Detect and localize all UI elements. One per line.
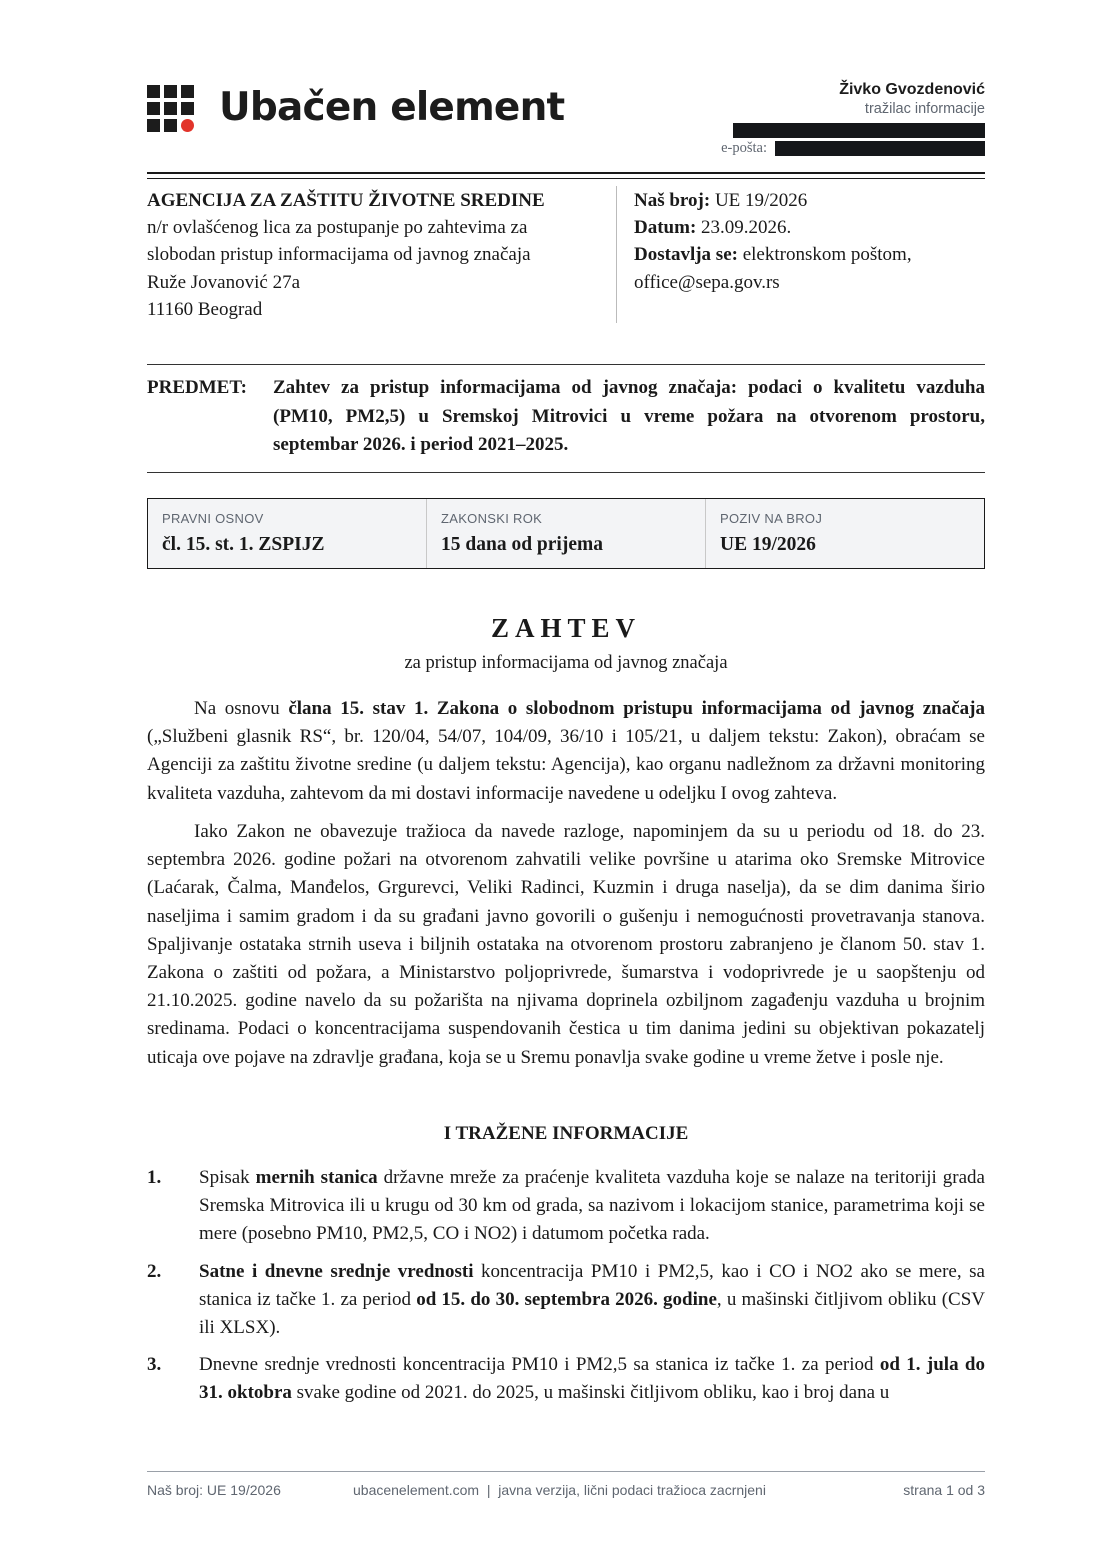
footer-rule <box>147 1471 985 1472</box>
recipient-line2: slobodan pristup informacijama od javnog značaja <box>147 244 531 266</box>
delivery-method: elektronskom poštom, <box>742 244 912 266</box>
item-text <box>199 1164 985 1249</box>
letter-date: 23.09.2026. <box>701 217 792 239</box>
box-reference <box>706 499 984 568</box>
item-text-bold: mernih stanica <box>255 1167 378 1188</box>
footer-page-number: strana 1 od 3 <box>903 1482 985 1498</box>
item-text-bold: Satne i dnevne srednje vrednosti <box>199 1261 474 1282</box>
date-label: Datum: <box>634 217 697 239</box>
item-text <box>199 1258 985 1343</box>
item-text <box>199 1351 985 1407</box>
info-boxes <box>147 498 985 569</box>
redacted-email <box>775 141 985 156</box>
box-legal-basis <box>148 499 427 568</box>
item-number: 1. <box>147 1167 162 1188</box>
email-label: e-pošta: <box>721 139 767 156</box>
header-divider <box>147 172 985 174</box>
item-number: 2. <box>147 1261 162 1282</box>
reasons-paragraph: Iako Zakon ne obavezuje tražioca da navede razloge, napominjem da su u periodu od 18. do 23. septembra 2026. godine požari na otvorenom zahvatili velike površine u atarima oko Sremske Mitrovice (Laćarak, Čalma, Manđelos, Grgurevci, Veliki Radinci, Kuzmin i druga naselja), da se dim danima širio naseljima i samim gradom i da su građani javno govorili o gušenju i nemogućnosti provetravanja stanova. Spaljivanje ostataka strnih useva i biljnih ostataka na otvorenom prostoru zabranjeno je članom 50. stav 1. Zakona o zaštiti od požara, a Ministarstvo poljoprivrede, šumarstva i vodoprivrede je u saopštenju od 21.10.2025. godine navelo da su požarišta na njivama doprinela ozbiljnom zagađenju vazduha u brojnim sredinama. Podaci o koncentracijama suspendovanih čestica u tim danima jedini su objektivan pokazatelj uticaja ove pojave na zdravlje građana, koja se u Sremu ponavlja svake godine u vreme žetve i posle nje. <box>147 821 985 1068</box>
item-text-part: Spisak <box>199 1167 256 1188</box>
subject-label: PREDMET: <box>147 377 247 398</box>
section-heading: I TRAŽENE INFORMACIJE <box>443 1123 689 1144</box>
footer-site: ubacenelement.com | javna verzija, lični podaci tražioca zacrnjeni <box>353 1482 766 1498</box>
box-value: čl. 15. st. 1. ZSPIJZ <box>162 534 325 555</box>
item-text-bold: od 15. do 30. septembra 2026. godine <box>416 1289 717 1311</box>
requester-role: tražilac informacije <box>864 101 985 117</box>
item-text-part: , u mašinski čitljivom obliku (CSV ili XLSX). <box>199 1289 986 1339</box>
recipient-street: Ruže Jovanović 27a <box>147 271 301 293</box>
item-number: 3. <box>147 1354 162 1375</box>
intro-paragraph <box>147 695 985 808</box>
item-text-part: svake godine od 2021. do 2025, u mašinski čitljivom obliku, kao i broj dana u <box>291 1382 890 1404</box>
requester-name: Živko Gvozdenović <box>839 81 985 98</box>
our-number-label: Naš broj: <box>634 190 711 211</box>
para1-post: („Službeni glasnik RS“, br. 120/04, 54/07, 104/09, 36/10 i 105/21, u daljem tekstu: Zakon), obraćam se Agenciji za zaštitu životne sredine (u daljem tekstu: Agencija), kao organu nadležnom za državni monitoring kvaliteta vazduha, zahtevom da mi dostavi informacije navedene u odeljku I ovog zahteva. <box>147 726 985 804</box>
box-label: ZAKONSKI ROK <box>441 511 543 526</box>
letter-meta <box>634 187 985 296</box>
item-text-part: koncentracija PM10 i PM2,5, kao i CO i NO2 ako se mere, sa stanica iz tačke 1. za period <box>199 1261 985 1311</box>
box-label: POZIV NA BROJ <box>720 511 823 526</box>
box-deadline <box>427 499 706 568</box>
letterhead <box>147 80 985 170</box>
header-divider-thin <box>147 178 985 179</box>
subject-text: Zahtev za pristup informacijama od javnog značaja: podaci o kvalitetu vazduha (PM10, PM2,5) u Sremskoj Mitrovici u vreme požara na otvorenom prostoru, septembar 2026. i period 2021–2025. <box>273 377 985 455</box>
redacted-address <box>733 123 985 138</box>
recipient-city: 11160 Beograd <box>147 298 263 320</box>
requester-email-row <box>721 138 985 158</box>
document-subtitle: za pristup informacijama od javnog značaja <box>404 653 728 673</box>
item-text-part: Dnevne srednje vrednosti koncentracija PM10 i PM2,5 sa stanica iz tačke 1. za period <box>199 1354 880 1375</box>
subject-bottom-rule <box>147 472 985 473</box>
item-text-bold: od 1. jula do 31. oktobra <box>199 1354 986 1404</box>
delivery-email: office@sepa.gov.rs <box>634 271 780 293</box>
para1-bold: člana 15. stav 1. Zakona o slobodnom pristupu informacijama od javnog značaja <box>288 698 985 719</box>
para1-pre: Na osnovu <box>194 698 289 719</box>
address-divider <box>616 186 617 323</box>
item-text-part: državne mreže za praćenje kvaliteta vazduha koje se nalaze na teritoriji grada Sremska Mitrovica ili u krugu od 30 km od grada, sa nazivom i lokacijom stanice, parametrima koji se mere (posebno PM10, PM2,5, CO i NO2) i datumom početka rada. <box>199 1167 985 1245</box>
recipient-line1: n/r ovlašćenog lica za postupanje po zahtevima za <box>147 217 528 239</box>
subject-top-rule <box>147 364 985 365</box>
recipient-address <box>147 187 597 323</box>
document-title: ZAHTEV <box>490 613 642 643</box>
delivery-label: Dostavlja se: <box>634 244 738 266</box>
footer-reference: Naš broj: UE 19/2026 <box>147 1482 281 1498</box>
grid-logo-icon <box>147 85 195 133</box>
box-value: 15 dana od prijema <box>441 534 603 555</box>
box-label: PRAVNI OSNOV <box>162 511 264 526</box>
requester-block <box>685 80 985 119</box>
brand-name: Ubačen element <box>219 85 565 130</box>
box-value: UE 19/2026 <box>720 534 816 555</box>
our-number: UE 19/2026 <box>714 190 808 211</box>
recipient-name: AGENCIJA ZA ZAŠTITU ŽIVOTNE SREDINE <box>147 190 545 211</box>
